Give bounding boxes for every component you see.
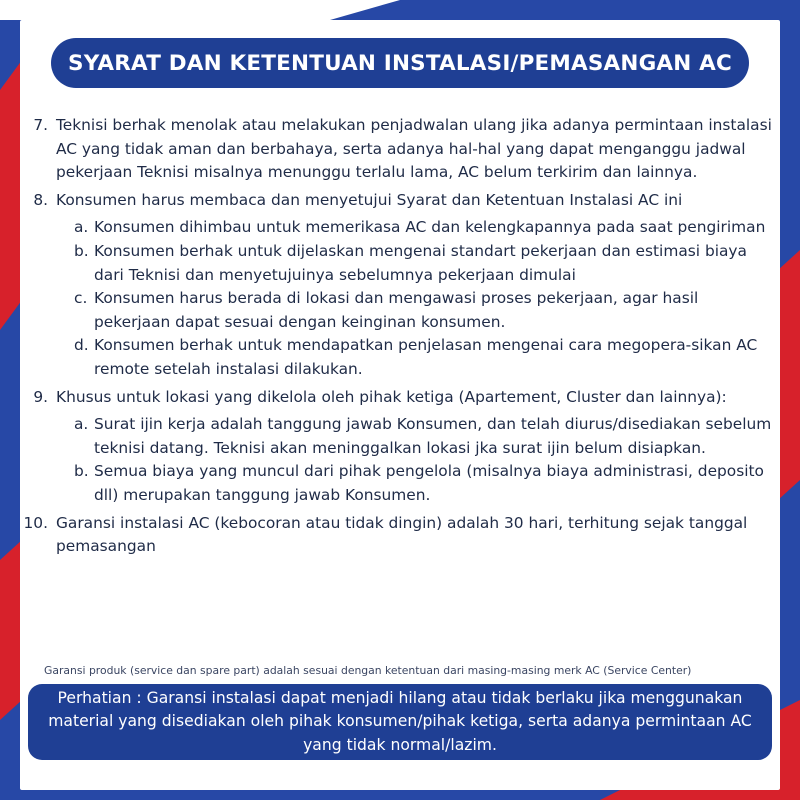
term-item-9 (22, 386, 774, 410)
term-text: Khusus untuk lokasi yang dikelola oleh pihak ketiga (Apartement, Cluster dan lainnya): (56, 387, 727, 406)
sub-text: Semua biaya yang muncul dari pihak pengelola (misalnya biaya administrasi, deposito dll) merupakan tanggung jawab Konsumen. (94, 462, 764, 504)
term-number: 7. (33, 116, 48, 134)
term-number: 10. (23, 513, 48, 532)
sub-item-8c (74, 287, 774, 334)
terms-list (22, 114, 774, 563)
sub-text: Surat ijin kerja adalah tanggung jawab Konsumen, dan telah diurus/disediakan sebelum teknisi datang. Teknisi akan meninggalkan lokasi jka surat ijin belum disiapkan. (94, 415, 772, 457)
term-item-10 (22, 512, 774, 559)
sub-letter: b. (74, 462, 89, 481)
term-text: Garansi instalasi AC (kebocoran atau tidak dingin) adalah 30 hari, terhitung sejak tanggal pemasangan (56, 513, 748, 556)
term-number: 8. (33, 190, 48, 209)
page-title: SYARAT DAN KETENTUAN INSTALASI/PEMASANGAN AC (51, 38, 749, 88)
sub-letter: a. (74, 218, 89, 237)
sub-text: Konsumen berhak untuk mendapatkan penjelasan mengenai cara megopera-sikan AC remote setelah instalasi dilakukan. (94, 336, 758, 378)
sub-letter: a. (74, 415, 89, 434)
term-text: Teknisi berhak menolak atau melakukan penjadwalan ulang jika adanya permintaan instalasi AC yang tidak aman dan berbahaya, serta adanya hal-hal yang dapat menganggu jadwal pekerjaan Teknisi misalnya menunggu terlalu lama, AC belum terkirim dan lainnya. (56, 116, 772, 182)
warning-box (28, 684, 772, 760)
sub-letter: d. (74, 336, 89, 355)
term-text: Konsumen harus membaca dan menyetujui Syarat dan Ketentuan Instalasi AC ini (56, 190, 683, 209)
sub-item-8d (74, 334, 774, 381)
sub-letter: c. (74, 289, 88, 308)
warning-text: Perhatian : Garansi instalasi dapat menjadi hilang atau tidak berlaku jika menggunakan material yang disediakan oleh pihak konsumen/pihak ketiga, serta adanya permintaan AC yang tidak normal/lazim. (48, 688, 752, 754)
sub-item-9a (74, 413, 774, 460)
sub-item-8a (74, 216, 774, 240)
sub-item-9b (74, 460, 774, 507)
sub-item-8b (74, 240, 774, 287)
sub-text: Konsumen dihimbau untuk memerikasa AC dan kelengkapannya pada saat pengiriman (94, 218, 766, 237)
sub-text: Konsumen harus berada di lokasi dan mengawasi proses pekerjaan, agar hasil pekerjaan dapat sesuai dengan keinginan konsumen. (94, 289, 699, 331)
term-item-8 (22, 189, 774, 213)
term-item-7 (22, 114, 774, 185)
sub-text: Konsumen berhak untuk dijelaskan mengenai standart pekerjaan dan estimasi biaya dari Teknisi dan menyetujuinya sebelumnya pekerjaan dimulai (94, 241, 747, 284)
warranty-note: Garansi produk (service dan spare part) adalah sesuai dengan ketentuan dari masing-masing merk AC (Service Center) (44, 664, 692, 677)
sub-letter: b. (74, 241, 89, 260)
term-number: 9. (33, 387, 48, 406)
